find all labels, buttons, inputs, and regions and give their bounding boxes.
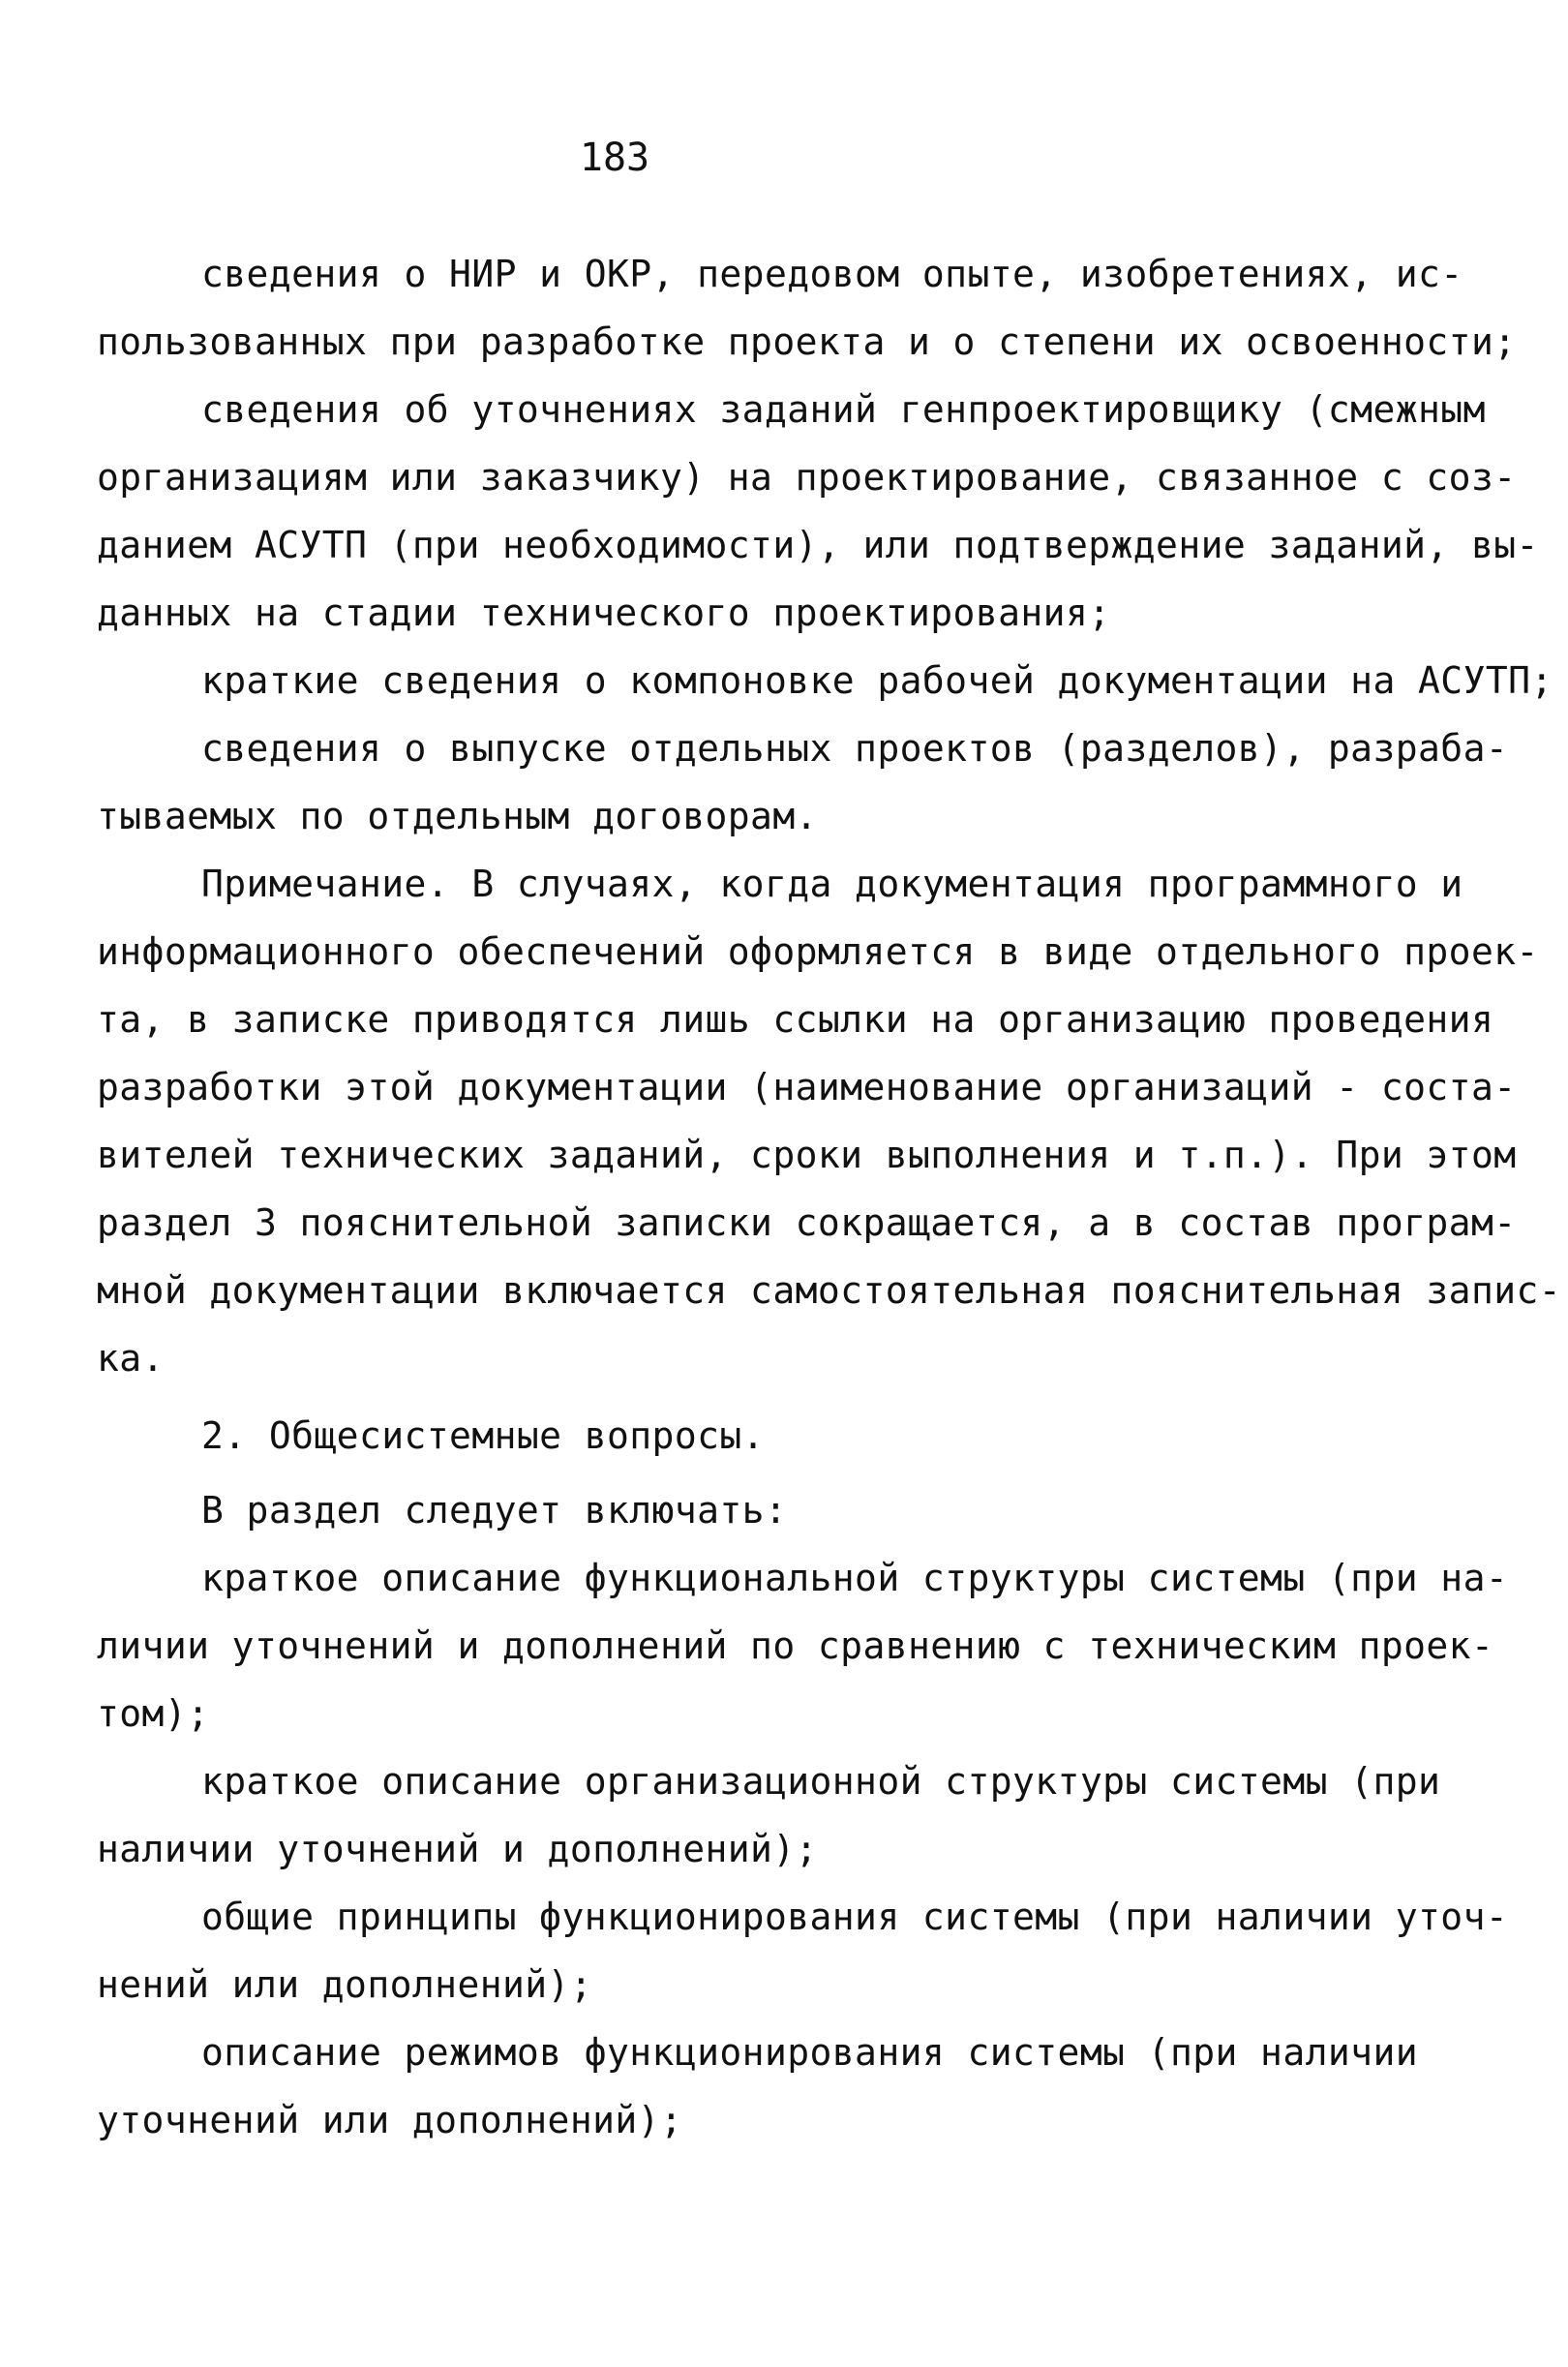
text-line: наличии уточнений и дополнений);: [97, 1828, 818, 1870]
text-line: краткое описание организационной структуры системы (при: [201, 1760, 1441, 1803]
text-line: В раздел следует включать:: [201, 1489, 788, 1532]
text-line: общие принципы функционирования системы (при наличии уточ-: [201, 1896, 1509, 1938]
text-line: та, в записке приводятся лишь ссылки на организацию проведения: [97, 998, 1494, 1041]
text-line: том);: [97, 1692, 210, 1735]
text-line: сведения о НИР и ОКР, передовом опыте, изобретениях, ис-: [201, 253, 1463, 295]
text-line: краткие сведения о компоновке рабочей документации на АСУТП;: [201, 659, 1553, 702]
text-line: краткое описание функциональной структуры системы (при на-: [201, 1557, 1509, 1599]
text-line: личии уточнений и дополнений по сравнению с техническим проек-: [97, 1624, 1494, 1667]
text-line: разработки этой документации (наименование организаций - соста-: [97, 1066, 1517, 1108]
text-line: сведения об уточнениях заданий генпроектировщику (смежным: [201, 388, 1486, 431]
text-line: информационного обеспечений оформляется в виде отдельного проек-: [97, 930, 1539, 973]
text-line: уточнений или дополнений);: [97, 2099, 683, 2141]
text-line: мной документации включается самостоятельная пояснительная запис-: [97, 1269, 1562, 1312]
text-line: сведения о выпуске отдельных проектов (разделов), разраба-: [201, 727, 1509, 770]
text-line: описание режимов функционирования системы (при наличии: [201, 2031, 1419, 2074]
text-line: тываемых по отдельным договорам.: [97, 795, 818, 837]
section-heading: 2. Общесистемные вопросы.: [201, 1414, 765, 1457]
text-line: раздел 3 пояснительной записки сокращается, а в состав програм-: [97, 1201, 1517, 1244]
text-line: организациям или заказчику) на проектирование, связанное с соз-: [97, 456, 1517, 499]
text-line: ка.: [97, 1337, 165, 1380]
text-line: нений или дополнений);: [97, 1963, 593, 2006]
text-line: вителей технических заданий, сроки выполнения и т.п.). При этом: [97, 1134, 1517, 1176]
text-line: Примечание. В случаях, когда документация программного и: [201, 863, 1463, 905]
text-line: данием АСУТП (при необходимости), или подтверждение заданий, вы-: [97, 524, 1539, 566]
page-number: 183: [579, 136, 650, 180]
text-line: данных на стадии технического проектирования;: [97, 592, 1111, 634]
text-line: пользованных при разработке проекта и о степени их освоенности;: [97, 320, 1517, 363]
